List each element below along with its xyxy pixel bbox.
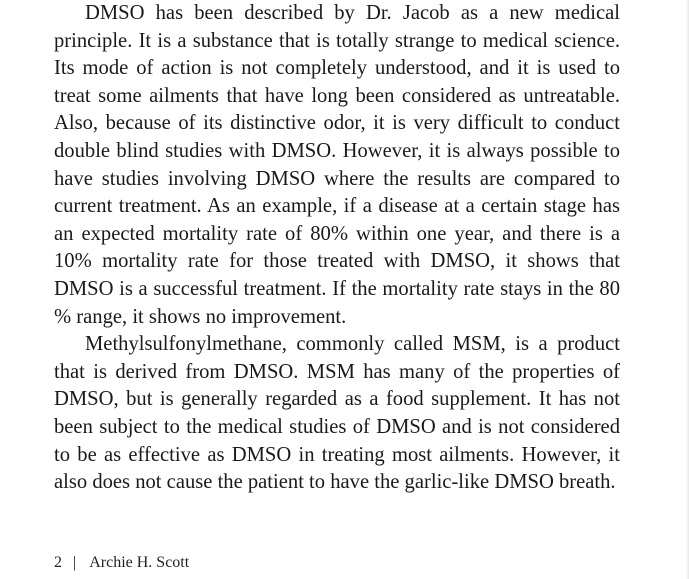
page-footer	[54, 552, 189, 574]
author-name: Archie H. Scott	[89, 554, 190, 571]
body-text	[54, 0, 620, 497]
footer-separator: |	[73, 554, 77, 571]
paragraph-dmso-principle: DMSO has been described by Dr. Jacob as a new medical principle. It is a substance that is totally strange to medical science. Its mode of action is not completely understood, and it is used to treat some ailments that have long been considered as untreatable. Also, because of its distinctive odor, it is very difficult to conduct double blind studies with DMSO. However, it is always possible to have studies involving DMSO where the results are compared to current treatment. As an example, if a disease at a certain stage has an expected mortality rate of 80% within one year, and there is a 10% mortality rate for those treated with DMSO, it shows that DMSO is a successful treatment. If the mortality rate stays in the 80 % range, it shows no improvement.	[54, 2, 620, 328]
paragraph-msm: Methylsulfonylmethane, commonly called MSM, is a product that is derived from DMSO. MSM has many of the properties of DMSO, but is generally regarded as a food supplement. It has not been subject to the medical studies of DMSO and is not considered to be as effective as DMSO in treating most ailments. However, it also does not cause the patient to have the garlic-like DMSO breath.	[54, 333, 620, 494]
page-number: 2	[54, 554, 62, 571]
